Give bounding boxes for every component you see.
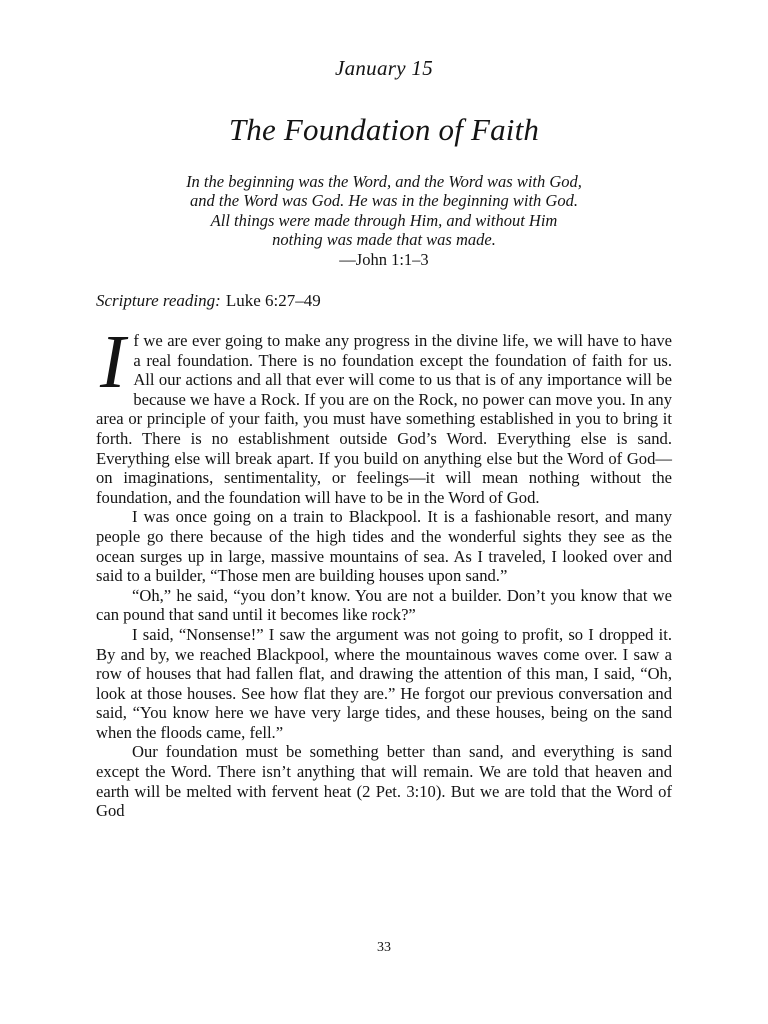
epigraph-line: nothing was made that was made. (272, 230, 496, 250)
body-paragraph: I said, “Nonsense!” I saw the argument was not going to profit, so I dropped it. By and by, we reached Blackpool, where the mountainous waves come over. I saw a row of houses that had fallen flat, and drawing the attention of this man, I said, “Oh, look at those houses. See how flat they are.” He forgot our previous conversation and said, “You know here we have very large tides, and these houses, being on the sand when the floods came, fell.” (96, 624, 672, 742)
epigraph-line: In the beginning was the Word, and the Word was with God, (186, 172, 582, 191)
scripture-reading (96, 291, 672, 311)
body-paragraph: Our foundation must be something better than sand, and everything is sand except the Word. There isn’t anything that will remain. We are told that heaven and earth will be melted with fervent heat (2 Pet. 3:10). But we are told that the Word of God (96, 742, 672, 821)
first-paragraph-text: f we are ever going to make any progress in the divine life, we will have to have a real foundation. There is no foundation except the foundation of faith for us. All our actions and all that ever will come to us that is of any importance will be because we have a Rock. If you are on the Rock, no power can move you. In any area or principle of your faith, you must have something established in you to bring it forth. There is no establishment outside God’s Word. Everything else is sand. Everything else will break apart. If you build on anything else but the Word of God—on imaginations, sentimentality, or feelings—it will mean nothing without the foundation, and the foundation will have to be in the Word of God. (96, 331, 672, 507)
devotional-date: January 15 (334, 56, 434, 80)
page-title: The Foundation of Faith (228, 112, 540, 147)
epigraph-line: and the Word was God. He was in the beginning with God. (190, 191, 578, 211)
page-number: 33 (377, 940, 391, 955)
body-paragraph (96, 320, 672, 507)
body-paragraph: I was once going on a train to Blackpool. It is a fashionable resort, and many people go there because of the high tides and the wonderful sights they see as the ocean surges up in large, massive mountains of sea. As I traveled, I looked over and said to a builder, “Those men are building houses upon sand.” (96, 507, 672, 586)
body-text (96, 320, 672, 821)
epigraph-quote (96, 172, 672, 269)
scripture-reading-passage: Luke 6:27–49 (225, 291, 321, 310)
epigraph-line: All things were made through Him, and without Him (210, 210, 558, 230)
scripture-reading-label: Scripture reading: (96, 291, 221, 310)
epigraph-reference: —John 1:1–3 (339, 249, 429, 269)
body-paragraph: “Oh,” he said, “you don’t know. You are not a builder. Don’t you know that we can pound that sand until it becomes like rock?” (96, 585, 672, 625)
drop-cap: I (100, 320, 126, 404)
